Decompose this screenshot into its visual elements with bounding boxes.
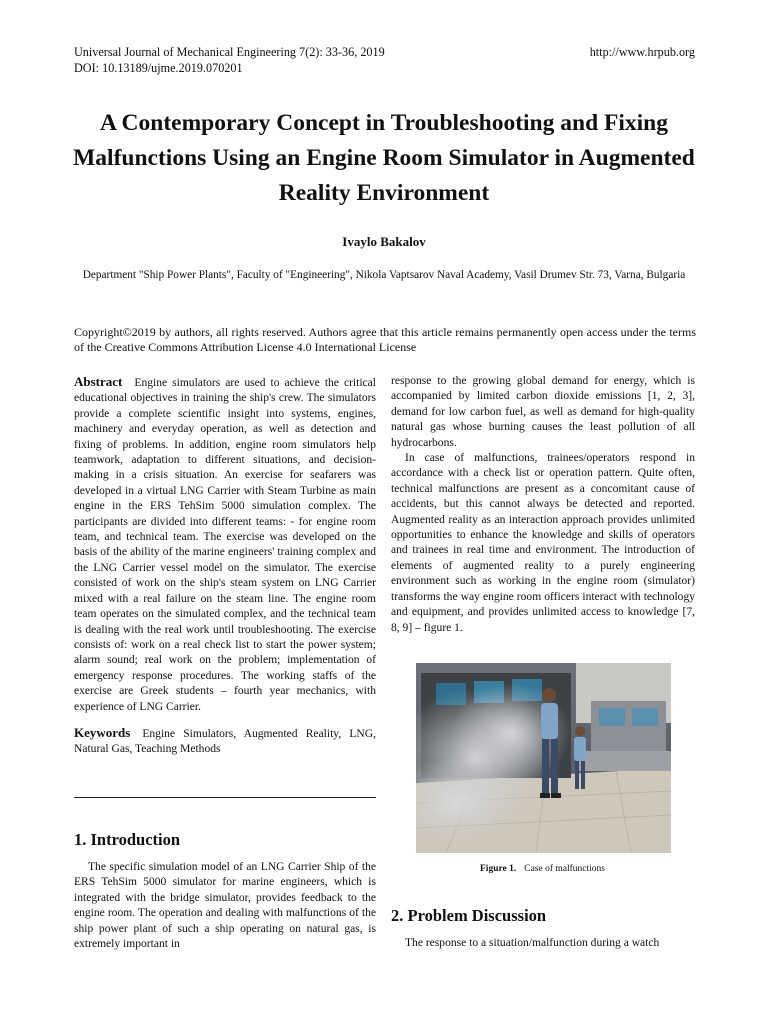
right-paragraph-1: response to the growing global demand for energy, which is accompanied by limited carbon dioxide emissions [1, 2, 3], demand for low carbon fuel, as well as demand for high-quality natural gas whose burning causes the least pollution of all hydrocarbons. <box>391 375 695 449</box>
keywords-text: Engine Simulators, Augmented Reality, LNG, Natural Gas, Teaching Methods <box>74 727 376 756</box>
problem-discussion-body <box>391 936 695 951</box>
section-divider <box>74 797 376 798</box>
abstract <box>74 374 376 715</box>
paper-title: A Contemporary Concept in Troubleshooting and Fixing Malfunctions Using an Engine Room Simulator in Augmented Reality Environment <box>73 110 695 206</box>
right-column <box>391 374 695 636</box>
introduction-heading: 1. Introduction <box>74 830 181 849</box>
journal-citation: Universal Journal of Mechanical Engineering 7(2): 33-36, 2019 <box>74 45 385 59</box>
copyright-notice: Copyright©2019 by authors, all rights reserved. Authors agree that this article remains permanently open access under the terms of the Creative Commons Attribution License 4.0 International License <box>74 325 696 354</box>
abstract-text: Engine simulators are used to achieve the critical educational objectives in training the ship's crew. The simulators provide a complete scientific insight into systems, engines, machinery and everyday operation, as well as detection and fixing of problems. In addition, engine room simulators help teamwork, adaptation to different situations, and decision-making in a crisis situation. An exercise for seafarers was developed in a virtual LNG Carrier with Steam Turbine as main engine in the ERS TehSim 5000 simulation complex. The participants are divided into different teams: - for engine room team, and technical team. The exercise was developed on the basis of the ability of the marine engineers' training complex and the LNG Carrier vessel model on the simulator. The exercise consisted of work on the ship's steam system on LNG Carrier mixed with a real failure on the steam line. The engine room team operates on the simulated complex, and the technical team is dealing with the real work until troubleshooting. The exercise consists of: work on a real check list to start the power system; alarm sound; real work on the problem; implementation of emergency response procedures. The working staffs of the exercise are Greek students – fourth year mechanics, with experience of LNG Carrier. <box>74 377 376 713</box>
introduction-text: The specific simulation model of an LNG Carrier Ship of the ERS TehSim 5000 simulator for marine engineers, which is integrated with the bridge simulator, provides feedback to the engine room. The operation and dealing with malfunctions of the ship power plant of such a ship operating on natural gas, is extremely important in <box>74 861 376 951</box>
left-column <box>74 374 376 758</box>
figure-1-caption <box>390 864 695 874</box>
abstract-heading: Abstract <box>74 374 123 389</box>
figure-1-photo <box>416 663 671 853</box>
introduction-body <box>74 860 376 952</box>
doi: DOI: 10.13189/ujme.2019.070201 <box>74 61 243 75</box>
right-paragraph-2: In case of malfunctions, trainees/operators respond in accordance with a check list or operation pattern. Quite often, technical malfunctions are present as a concomitant cause of accidents, but this cannot always be detected and reported. Augmented reality as an interaction approach provides unlimited opportunities to enhance the knowledge and skills of operators and trainees in real time and environment. The introduction of elements of augmented reality to a purely engineering environment such as working in the engine room (simulator) transforms the way engine room officers interact with technology and equipment, and provides unlimited access to knowledge [7, 8, 9] – figure 1. <box>391 452 695 634</box>
problem-discussion-text: The response to a situation/malfunction during a watch <box>405 937 660 949</box>
author-name: Ivaylo Bakalov <box>342 234 426 249</box>
keywords <box>74 725 376 758</box>
problem-discussion-heading: 2. Problem Discussion <box>391 906 547 925</box>
figure-label: Figure 1. <box>480 864 517 874</box>
journal-header <box>74 44 385 76</box>
journal-url[interactable]: http://www.hrpub.org <box>589 45 695 59</box>
author-affiliation: Department "Ship Power Plants", Faculty of "Engineering", Nikola Vaptsarov Naval Academy, Vasil Drumev Str. 73, Varna, Bulgaria <box>82 269 686 281</box>
keywords-heading: Keywords <box>74 724 131 740</box>
figure-caption-text: Case of malfunctions <box>524 864 605 874</box>
